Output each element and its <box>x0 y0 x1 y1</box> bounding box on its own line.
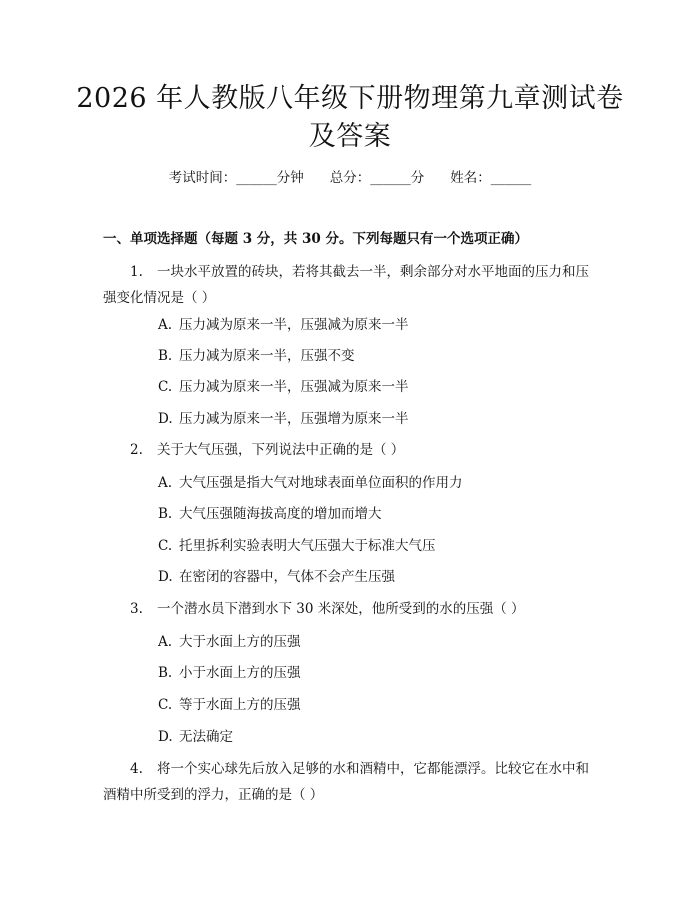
option-3d <box>158 727 233 747</box>
option-label: B. <box>158 506 173 522</box>
exam-time-field: 考试时间：______分钟 <box>168 170 304 186</box>
option-label: B. <box>158 665 173 681</box>
option-1b <box>158 346 355 366</box>
option-1a <box>158 315 409 335</box>
question-text-line: 酒精中所受到的浮力，正确的是（ ） <box>103 787 324 803</box>
option-1d <box>158 409 409 429</box>
title-line-1: 2026 年人教版八年级下册物理第九章测试卷 <box>76 83 624 114</box>
option-1c <box>158 377 409 397</box>
title-line-2: 及答案 <box>308 121 392 152</box>
option-3b <box>158 663 301 683</box>
option-text: 大气压强是指大气对地球表面单位面积的作用力 <box>179 475 463 491</box>
page-title <box>60 80 640 156</box>
option-label: B. <box>158 348 173 364</box>
question-1 <box>103 259 603 311</box>
option-text: 大于水面上方的压强 <box>179 634 301 650</box>
option-2c <box>158 536 436 556</box>
question-text-line: 强变化情况是（ ） <box>103 290 216 306</box>
option-3c <box>158 695 301 715</box>
question-text-line: 一个潜水员下潜到水下 30 米深处，他所受到的水的压强（ ） <box>157 601 525 617</box>
option-text: 小于水面上方的压强 <box>179 665 301 681</box>
option-label: A. <box>158 634 173 650</box>
option-text: 等于水面上方的压强 <box>179 697 301 713</box>
option-text: 大气压强随海拔高度的增加而增大 <box>179 506 382 522</box>
option-text: 无法确定 <box>179 729 233 745</box>
question-text-line: 将一个实心球先后放入足够的水和酒精中，它都能漂浮。比较它在水中和 <box>157 761 589 777</box>
question-number: 3. <box>130 601 143 617</box>
option-2b <box>158 504 382 524</box>
option-text: 压力减为原来一半，压强减为原来一半 <box>179 317 409 333</box>
exam-meta <box>0 168 700 188</box>
option-text: 在密闭的容器中，气体不会产生压强 <box>179 569 395 585</box>
option-3a <box>158 632 301 652</box>
option-label: D. <box>158 411 173 427</box>
question-3 <box>130 596 525 622</box>
question-text-line: 关于大气压强，下列说法中正确的是（ ） <box>157 442 405 458</box>
option-text: 压力减为原来一半，压强增为原来一半 <box>179 411 409 427</box>
question-2 <box>130 437 404 463</box>
option-text: 托里拆利实验表明大气压强大于标准大气压 <box>179 538 436 554</box>
option-2a <box>158 473 463 493</box>
section-heading-single-choice: 一、单项选择题（每题 3 分，共 30 分。下列每题只有一个选项正确） <box>103 231 528 247</box>
option-label: D. <box>158 729 173 745</box>
question-text-line: 一块水平放置的砖块，若将其截去一半，剩余部分对水平地面的压力和压 <box>157 264 589 280</box>
question-4 <box>103 756 603 808</box>
option-2d <box>158 567 395 587</box>
total-score-field: 总分：______分 <box>329 170 425 186</box>
student-name-field: 姓名：______ <box>450 170 532 186</box>
option-label: C. <box>158 697 173 713</box>
option-text: 压力减为原来一半，压强不变 <box>179 348 355 364</box>
option-label: C. <box>158 538 173 554</box>
option-label: A. <box>158 317 173 333</box>
question-number: 4. <box>130 761 143 777</box>
option-text: 压力减为原来一半，压强减为原来一半 <box>179 379 409 395</box>
question-number: 2. <box>130 442 143 458</box>
option-label: D. <box>158 569 173 585</box>
question-number: 1. <box>130 264 143 280</box>
option-label: C. <box>158 379 173 395</box>
option-label: A. <box>158 475 173 491</box>
